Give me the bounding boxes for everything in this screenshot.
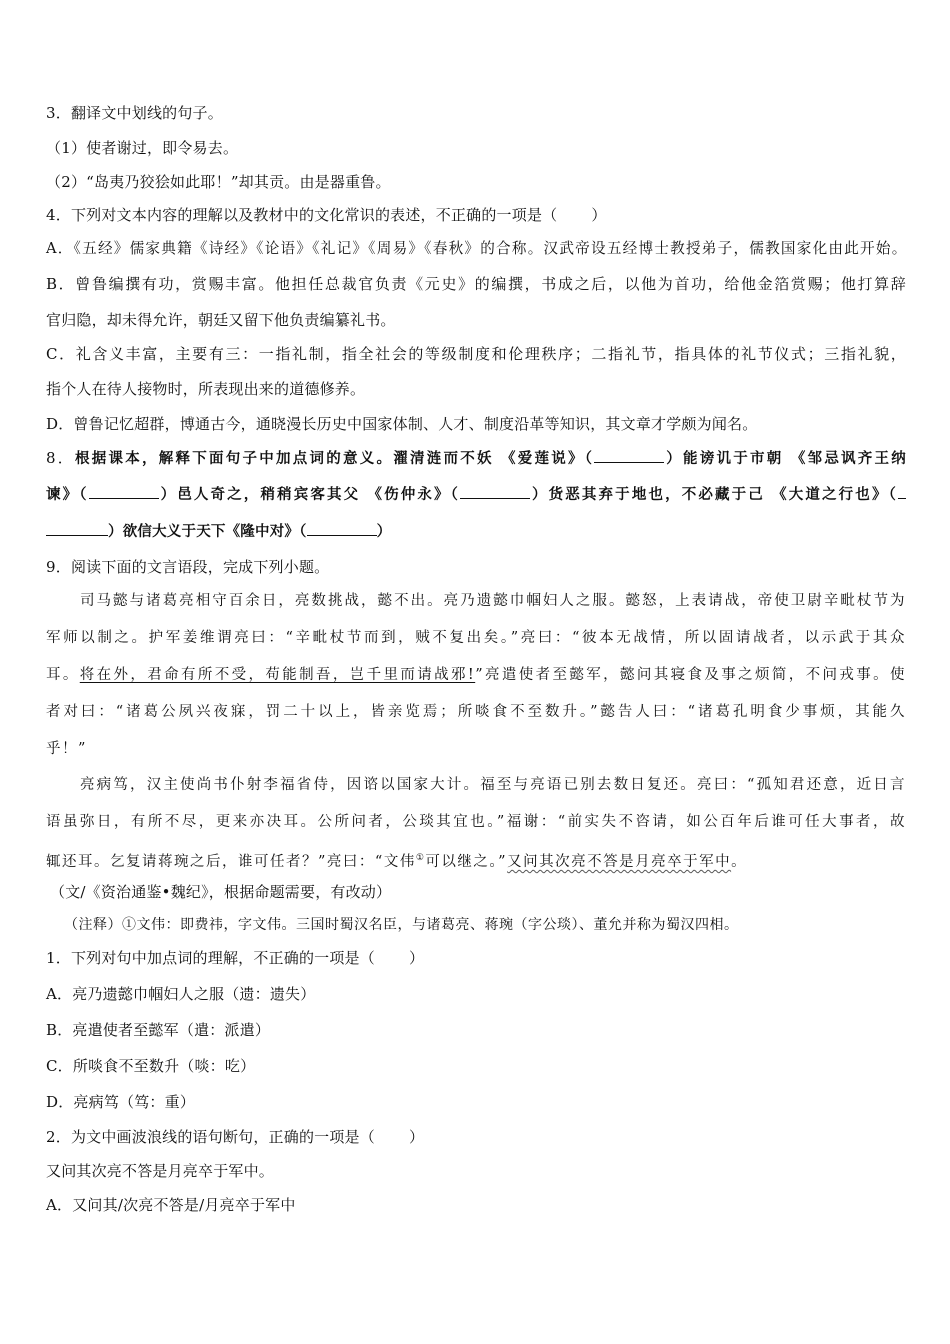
wavy-underlined-sentence: 又问其次亮不答是月亮卒于军中 — [507, 853, 732, 870]
sub1-option-c: C．所啖食不至数升（啖：吃） — [46, 1057, 256, 1075]
q9-title: 9．阅读下面的文言语段，完成下列小题。 — [46, 558, 330, 576]
q8-line1: 8．根据课本，解释下面句子中加点词的意义。濯清涟而不妖 《爱莲说》（ ）能谤讥于市朝 《邹忌讽齐王纳 — [46, 449, 906, 467]
passage-p1-line5: 乎！” — [46, 741, 87, 757]
answer-blank-4-start[interactable] — [898, 484, 906, 499]
sub1-title: 1．下列对句中加点词的理解，不正确的一项是（ ） — [46, 949, 425, 967]
passage-p1-line4: 者对曰：“诸葛公夙兴夜寐，罚二十以上，皆亲览焉；所啖食不至数升。”懿告人曰：“诸葛孔明食少事烦，其能久 — [46, 704, 906, 720]
sub2-title: 2．为文中画波浪线的语句断句，正确的一项是（ ） — [46, 1128, 425, 1146]
passage-p2-line3: 辄还耳。乞复请蒋琬之后，谁可任者？”亮曰：“文伟①可以继之。”又问其次亮不答是月亮卒于军中。 — [46, 853, 748, 870]
q8-line2: 谏》（ ）邑人奇之，稍稍宾客其父 《伤仲永》（ ）货恶其弃于地也，不必藏于己 《大道之行也》（ — [46, 484, 906, 505]
answer-blank-1[interactable] — [594, 448, 664, 463]
footnote-marker: ① — [415, 853, 426, 863]
q4-option-a: A．《五经》儒家典籍《诗经》《论语》《礼记》《周易》《春秋》的合称。汉武帝设五经博士教授弟子，儒教国家化由此开始。 — [46, 240, 906, 257]
answer-blank-2[interactable] — [89, 484, 159, 499]
passage-p2-line2: 语虽弥日，有所不尽，更来亦决耳。公所问者，公琰其宜也。”福谢：“前实失不咨请，如公百年后谁可任大事者，故 — [46, 814, 906, 830]
passage-source: （文/《资治通鉴•魏纪》，根据命题需要，有改动） — [50, 883, 392, 901]
q3-item-1: （1）使者谢过，即令易去。 — [46, 139, 239, 157]
sub2-sentence: 又问其次亮不答是月亮卒于军中。 — [46, 1162, 275, 1180]
q4-title: 4．下列对文本内容的理解以及教材中的文化常识的表述，不正确的一项是（ ） — [46, 206, 607, 224]
q4-option-c-line2: 指个人在待人接物时，所表现出来的道德修养。 — [46, 380, 366, 398]
q3-item-2: （2）“岛夷乃狡狯如此耶！”却其贡。由是器重鲁。 — [46, 173, 391, 191]
q4-option-b-line2: 官归隐，却未得允许，朝廷又留下他负责编纂礼书。 — [46, 311, 396, 329]
sub2-option-a: A．又问其/次亮不答是/月亮卒于军中 — [46, 1196, 296, 1214]
passage-p1-line3: 耳。将在外，君命有所不受，苟能制吾，岂千里而请战邪!”亮遣使者至懿军，懿问其寝食及事之烦简，不问戎事。使 — [46, 667, 906, 683]
q4-option-c-line1: C．礼含义丰富，主要有三：一指礼制，指全社会的等级制度和伦理秩序；二指礼节，指具体的礼节仪式；三指礼貌， — [46, 345, 906, 363]
sub1-option-b: B．亮遣使者至懿军（遣：派遣） — [46, 1021, 271, 1039]
answer-blank-4-end[interactable] — [46, 521, 108, 536]
sub1-option-a: A．亮乃遗懿巾帼妇人之服（遗：遗失） — [46, 985, 316, 1003]
answer-blank-5[interactable] — [307, 521, 377, 536]
q8-line3: ）欲信大义于天下《隆中对》（ ） — [46, 521, 906, 542]
underlined-sentence: 将在外，君命有所不受，苟能制吾，岂千里而请战邪! — [79, 667, 476, 683]
passage-note: （注释）①文伟：即费祎，字文伟。三国时蜀汉名臣，与诸葛亮、蒋琬（字公琰）、董允并称为蜀汉四相。 — [64, 917, 739, 933]
q3-title: 3．翻译文中划线的句子。 — [46, 104, 223, 122]
passage-p1-line1: 司马懿与诸葛亮相守百余日，亮数挑战，懿不出。亮乃遗懿巾帼妇人之服。懿怒，上表请战，帝使卫尉辛毗杖节为 — [80, 593, 906, 609]
q4-option-d: D．曾鲁记忆超群，博通古今，通晓漫长历史中国家体制、人才、制度沿革等知识，其文章才学颇为闻名。 — [46, 415, 758, 433]
q4-option-b-line1: B．曾鲁编撰有功，赏赐丰富。他担任总裁官负责《元史》的编撰，书成之后，以他为首功，给他金箔赏赐；他打算辞 — [46, 275, 906, 293]
answer-blank-3[interactable] — [460, 484, 530, 499]
sub1-option-d: D．亮病笃（笃：重） — [46, 1093, 196, 1111]
passage-p1-line2: 军师以制之。护军姜维谓亮曰：“辛毗杖节而到，贼不复出矣。”亮曰：“彼本无战情，所以固请战者，以示武于其众 — [46, 630, 906, 646]
passage-p2-line1: 亮病笃，汉主使尚书仆射李福省侍，因谘以国家大计。福至与亮语已别去数日复还。亮曰：“孤知君还意，近日言 — [80, 777, 906, 793]
